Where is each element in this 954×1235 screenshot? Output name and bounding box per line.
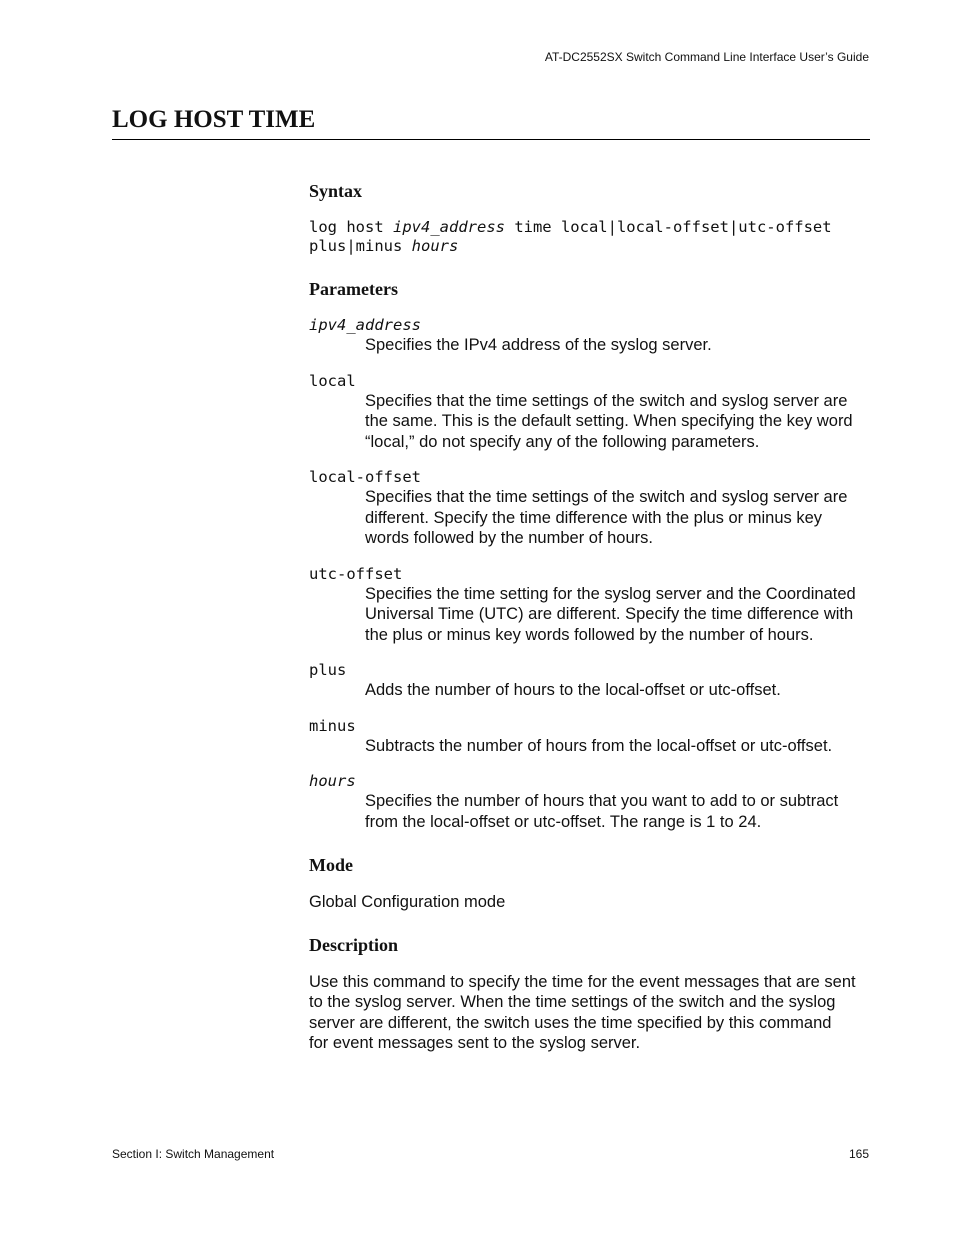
parameter-description bbox=[365, 680, 874, 701]
parameter-name: local bbox=[309, 371, 356, 390]
parameter-item bbox=[309, 772, 874, 832]
description-section bbox=[309, 934, 874, 1054]
parameter-item bbox=[309, 661, 874, 701]
parameter-description bbox=[365, 736, 874, 757]
parameters-heading: Parameters bbox=[309, 279, 398, 299]
description-line: Specifies that the time settings of the switch and syslog server are bbox=[365, 488, 848, 506]
description-heading: Description bbox=[309, 934, 398, 955]
parameter-description bbox=[365, 391, 874, 453]
parameter-name: ipv4_address bbox=[309, 316, 421, 334]
parameter-name: minus bbox=[309, 716, 356, 735]
description-line: the plus or minus key words followed by the number of hours. bbox=[365, 625, 814, 644]
mode-section bbox=[309, 854, 874, 913]
syntax-token: ipv4_address bbox=[393, 218, 505, 236]
description-line: Specifies the IPv4 address of the syslog server. bbox=[365, 336, 712, 354]
mode-heading: Mode bbox=[309, 855, 353, 875]
parameter-name: utc-offset bbox=[309, 564, 403, 583]
description-line: from the local-offset or utc-offset. The range is 1 to 24. bbox=[365, 812, 762, 831]
parameter-item bbox=[309, 316, 874, 356]
title-rule bbox=[112, 139, 870, 140]
description-line: Use this command to specify the time for the event messages that are sent bbox=[309, 972, 856, 991]
mode-text: Global Configuration mode bbox=[309, 893, 506, 911]
running-header: AT-DC2552SX Switch Command Line Interface User’s Guide bbox=[544, 50, 869, 64]
parameter-description bbox=[365, 487, 874, 549]
parameter-name: hours bbox=[309, 772, 356, 790]
description-line: Specifies that the time settings of the switch and syslog server are bbox=[365, 391, 848, 410]
parameter-description bbox=[365, 791, 874, 832]
parameter-name: plus bbox=[309, 661, 347, 679]
syntax-token: plus|minus bbox=[309, 237, 412, 255]
description-line: words followed by the number of hours. bbox=[365, 529, 653, 547]
footer-section: Section I: Switch Management bbox=[112, 1147, 275, 1161]
parameter-description bbox=[365, 335, 874, 356]
syntax-heading: Syntax bbox=[309, 181, 363, 201]
description-text bbox=[309, 972, 874, 1054]
parameter-name: local-offset bbox=[309, 468, 421, 486]
parameter-item bbox=[309, 565, 874, 646]
description-line: Universal Time (UTC) are different. Specify the time difference with bbox=[365, 605, 854, 623]
parameter-item bbox=[309, 717, 874, 757]
parameters-section bbox=[309, 278, 874, 832]
page-number: 165 bbox=[848, 1147, 869, 1161]
syntax-section bbox=[309, 180, 874, 256]
parameter-item bbox=[309, 372, 874, 453]
page-title: LOG HOST TIME bbox=[112, 106, 316, 133]
parameter-description bbox=[365, 584, 874, 646]
description-line: different. Specify the time difference with the plus or minus key bbox=[365, 508, 823, 527]
description-line: the same. This is the default setting. When specifying the key word bbox=[365, 412, 853, 430]
description-line: Specifies the number of hours that you want to add to or subtract bbox=[365, 792, 839, 810]
description-line: Subtracts the number of hours from the local-offset or utc-offset. bbox=[365, 736, 833, 755]
description-line: Specifies the time setting for the syslog server and the Coordinated bbox=[365, 584, 856, 603]
syntax-token: hours bbox=[411, 237, 459, 255]
syntax-token: time local|local-offset|utc-offset bbox=[504, 218, 832, 236]
description-line: to the syslog server. When the time settings of the switch and the syslog bbox=[309, 993, 836, 1011]
description-line: for event messages sent to the syslog server. bbox=[309, 1034, 641, 1052]
syntax-block bbox=[309, 218, 874, 256]
parameter-item bbox=[309, 468, 874, 549]
syntax-token: log host bbox=[309, 218, 393, 236]
description-line: server are different, the switch uses the time specified by this command bbox=[309, 1013, 832, 1032]
syntax-line-2 bbox=[309, 237, 874, 256]
main-content bbox=[309, 180, 874, 1054]
syntax-line-1 bbox=[309, 218, 874, 237]
parameter-list bbox=[309, 316, 874, 832]
description-line: “local,” do not specify any of the following parameters. bbox=[365, 432, 760, 451]
description-line: Adds the number of hours to the local-offset or utc-offset. bbox=[365, 681, 781, 699]
